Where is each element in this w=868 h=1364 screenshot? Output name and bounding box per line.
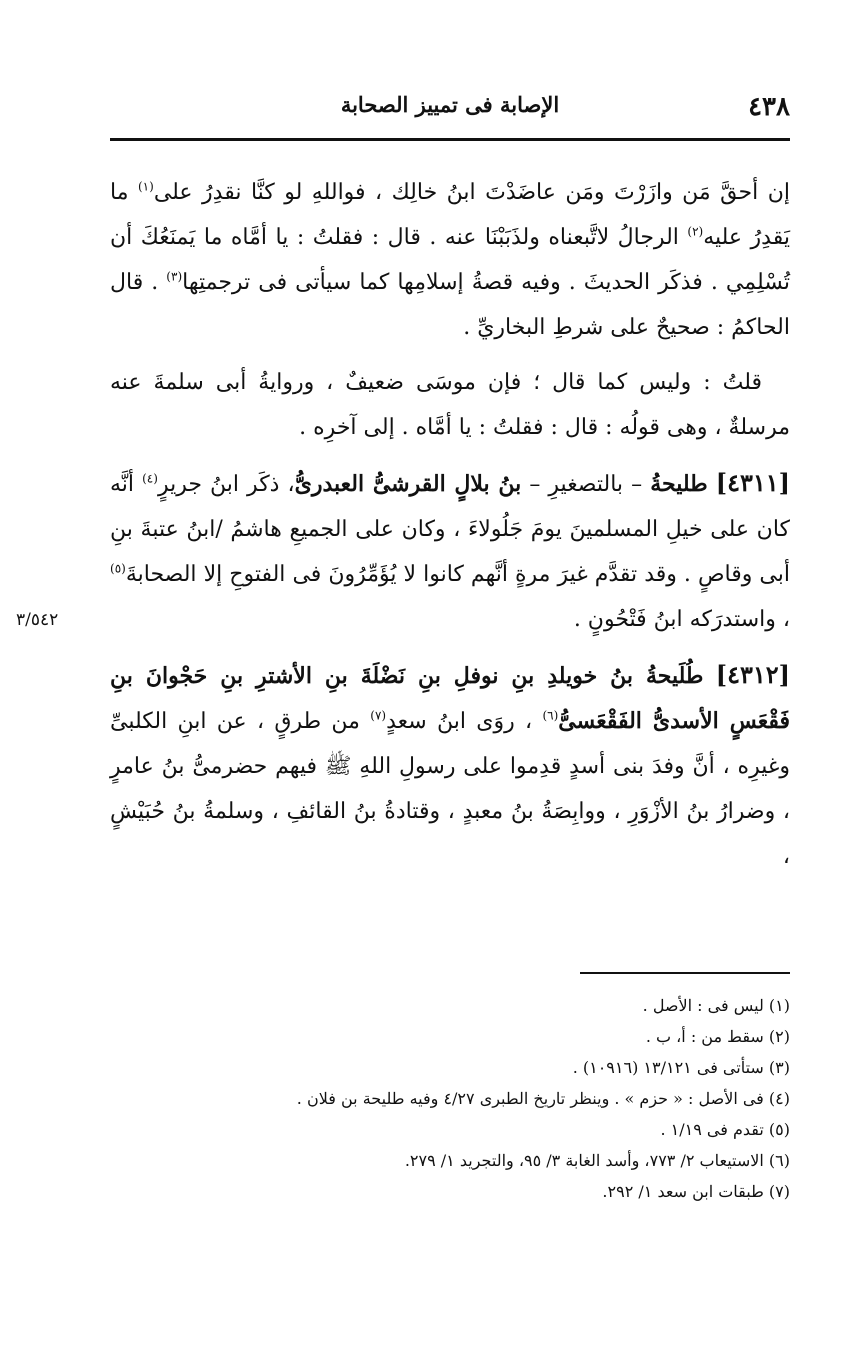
- text: ، واستدرَكه ابنُ فَتْحُونٍ .: [573, 607, 790, 632]
- footnote-ref-6: (٦): [542, 708, 559, 723]
- footnote-ref-5: (٥): [110, 561, 126, 576]
- text: ، ذكَر ابنُ جريرٍ: [157, 472, 295, 497]
- footnote-ref-7: (٧): [370, 708, 387, 723]
- footnote-ref-3: (٣): [166, 269, 183, 284]
- footnote: (٥) تقدم فى ١/١٩ .: [660, 1120, 790, 1139]
- text: إن أحقَّ مَن وازَرْتَ ومَن عاضَدْتَ ابنُ خالِك ، فواللهِ لو كنَّا نقدِرُ على: [153, 180, 790, 205]
- footnote-rule: [580, 972, 790, 974]
- entry-lineage: بنُ بلالٍ القرشىُّ العبدرىُّ: [294, 471, 522, 497]
- text: – بالتصغيرِ –: [529, 472, 643, 497]
- page-header: [110, 92, 790, 128]
- paragraph-1: [110, 170, 790, 350]
- entry-number: [٤٣١١]: [715, 468, 790, 497]
- margin-page-reference: ٣/٥٤٢: [16, 610, 59, 630]
- footnote-ref-1: (١): [137, 179, 154, 194]
- footnote: (١) ليس فى : الأصل .: [642, 996, 790, 1015]
- footnotes: [110, 990, 790, 1207]
- footnote: (٤) فى الأصل : « حزم » . وينظر تاريخ الطبرى ٤/٢٧ وفيه طليحة بن فلان .: [296, 1089, 790, 1108]
- text: . قال الحاكمُ : صحيحٌ على شرطِ البخاريِّ .: [110, 270, 790, 340]
- paragraph-2: قلتُ : وليس كما قال ؛ فإن موسَى ضعيفٌ ، وروايةُ أبى سلمةَ عنه مرسلةٌ ، وهى قولُه : قال : فقلتُ : يا أمَّاه . إلى آخرِه .: [110, 370, 790, 440]
- main-text: [110, 170, 790, 889]
- text: ما يَقدِرُ عليه: [110, 180, 790, 250]
- entry-name: طليحةُ: [650, 471, 708, 497]
- footnote: (٦) الاستيعاب ٢/ ٧٧٣، وأسد الغابة ٣/ ٩٥، والتجريد ١/ ٢٧٩.: [404, 1151, 790, 1170]
- entry-4312: [110, 652, 790, 879]
- header-rule: [110, 138, 790, 141]
- entry-name: طُلَيحةُ بنُ خويلدِ بنِ نوفلِ بنِ نَضْلَةَ بنِ الأشترِ بنِ حَجْوانَ بنِ فَقْعَسٍ الأسدىُّ الفَقْعَسىُّ: [110, 663, 791, 734]
- footnote: (٧) طبقات ابن سعد ١/ ٢٩٢.: [602, 1182, 790, 1201]
- footnote-ref-2: (٢): [687, 224, 704, 239]
- footnote: (٣) ستأتى فى ١٣/١٢١ (١٠٩١٦) .: [572, 1058, 790, 1077]
- running-title: الإصابة فى تمييز الصحابة: [340, 92, 560, 117]
- text: أنَّه كان على خيلِ المسلمينَ يومَ جَلُولاءَ ، وكان على الجميعِ هاشمُ /ابنُ عتبةَ بنِ أبى وقاصٍ . وقد تقدَّم غيرَ مرةٍ أنَّهم كانوا لا يُؤَمِّرُونَ فى الفتوحِ إلا الصحابةَ: [110, 472, 790, 587]
- text: الرجالُ لاتَّبعناه ولذَبَبْنَا عنه . قال : فقلتُ : يا أمَّاه ما يَمنَعُكَ أن تُسْلِمِي . فذكَر الحديثَ . وفيه قصةُ إسلامِها كما سيأتى فى ترجمتِها: [110, 225, 790, 295]
- footnote: (٢) سقط من : أ، ب .: [645, 1027, 790, 1046]
- entry-4311: [110, 460, 790, 642]
- entry-number: [٤٣١٢]: [715, 660, 790, 689]
- text: ، روَى ابنُ سعدٍ: [386, 709, 533, 734]
- footnote-ref-4: (٤): [142, 471, 158, 486]
- page-number: ٤٣٨: [748, 92, 790, 122]
- text: من طرقٍ ، عن ابنِ الكلبىِّ وغيرِه ، أنَّ وفدَ بنى أسدٍ قدِموا على رسولِ اللهِ ﷺ فيهم حضرمىُّ بنُ عامرٍ ، وضرارُ بنُ الأزْوَرِ ، ووابِصَةُ بنُ معبدٍ ، وقتادةُ بنُ القائفِ ، وسلمةُ بنُ حُبَيْشٍ ،: [110, 709, 790, 869]
